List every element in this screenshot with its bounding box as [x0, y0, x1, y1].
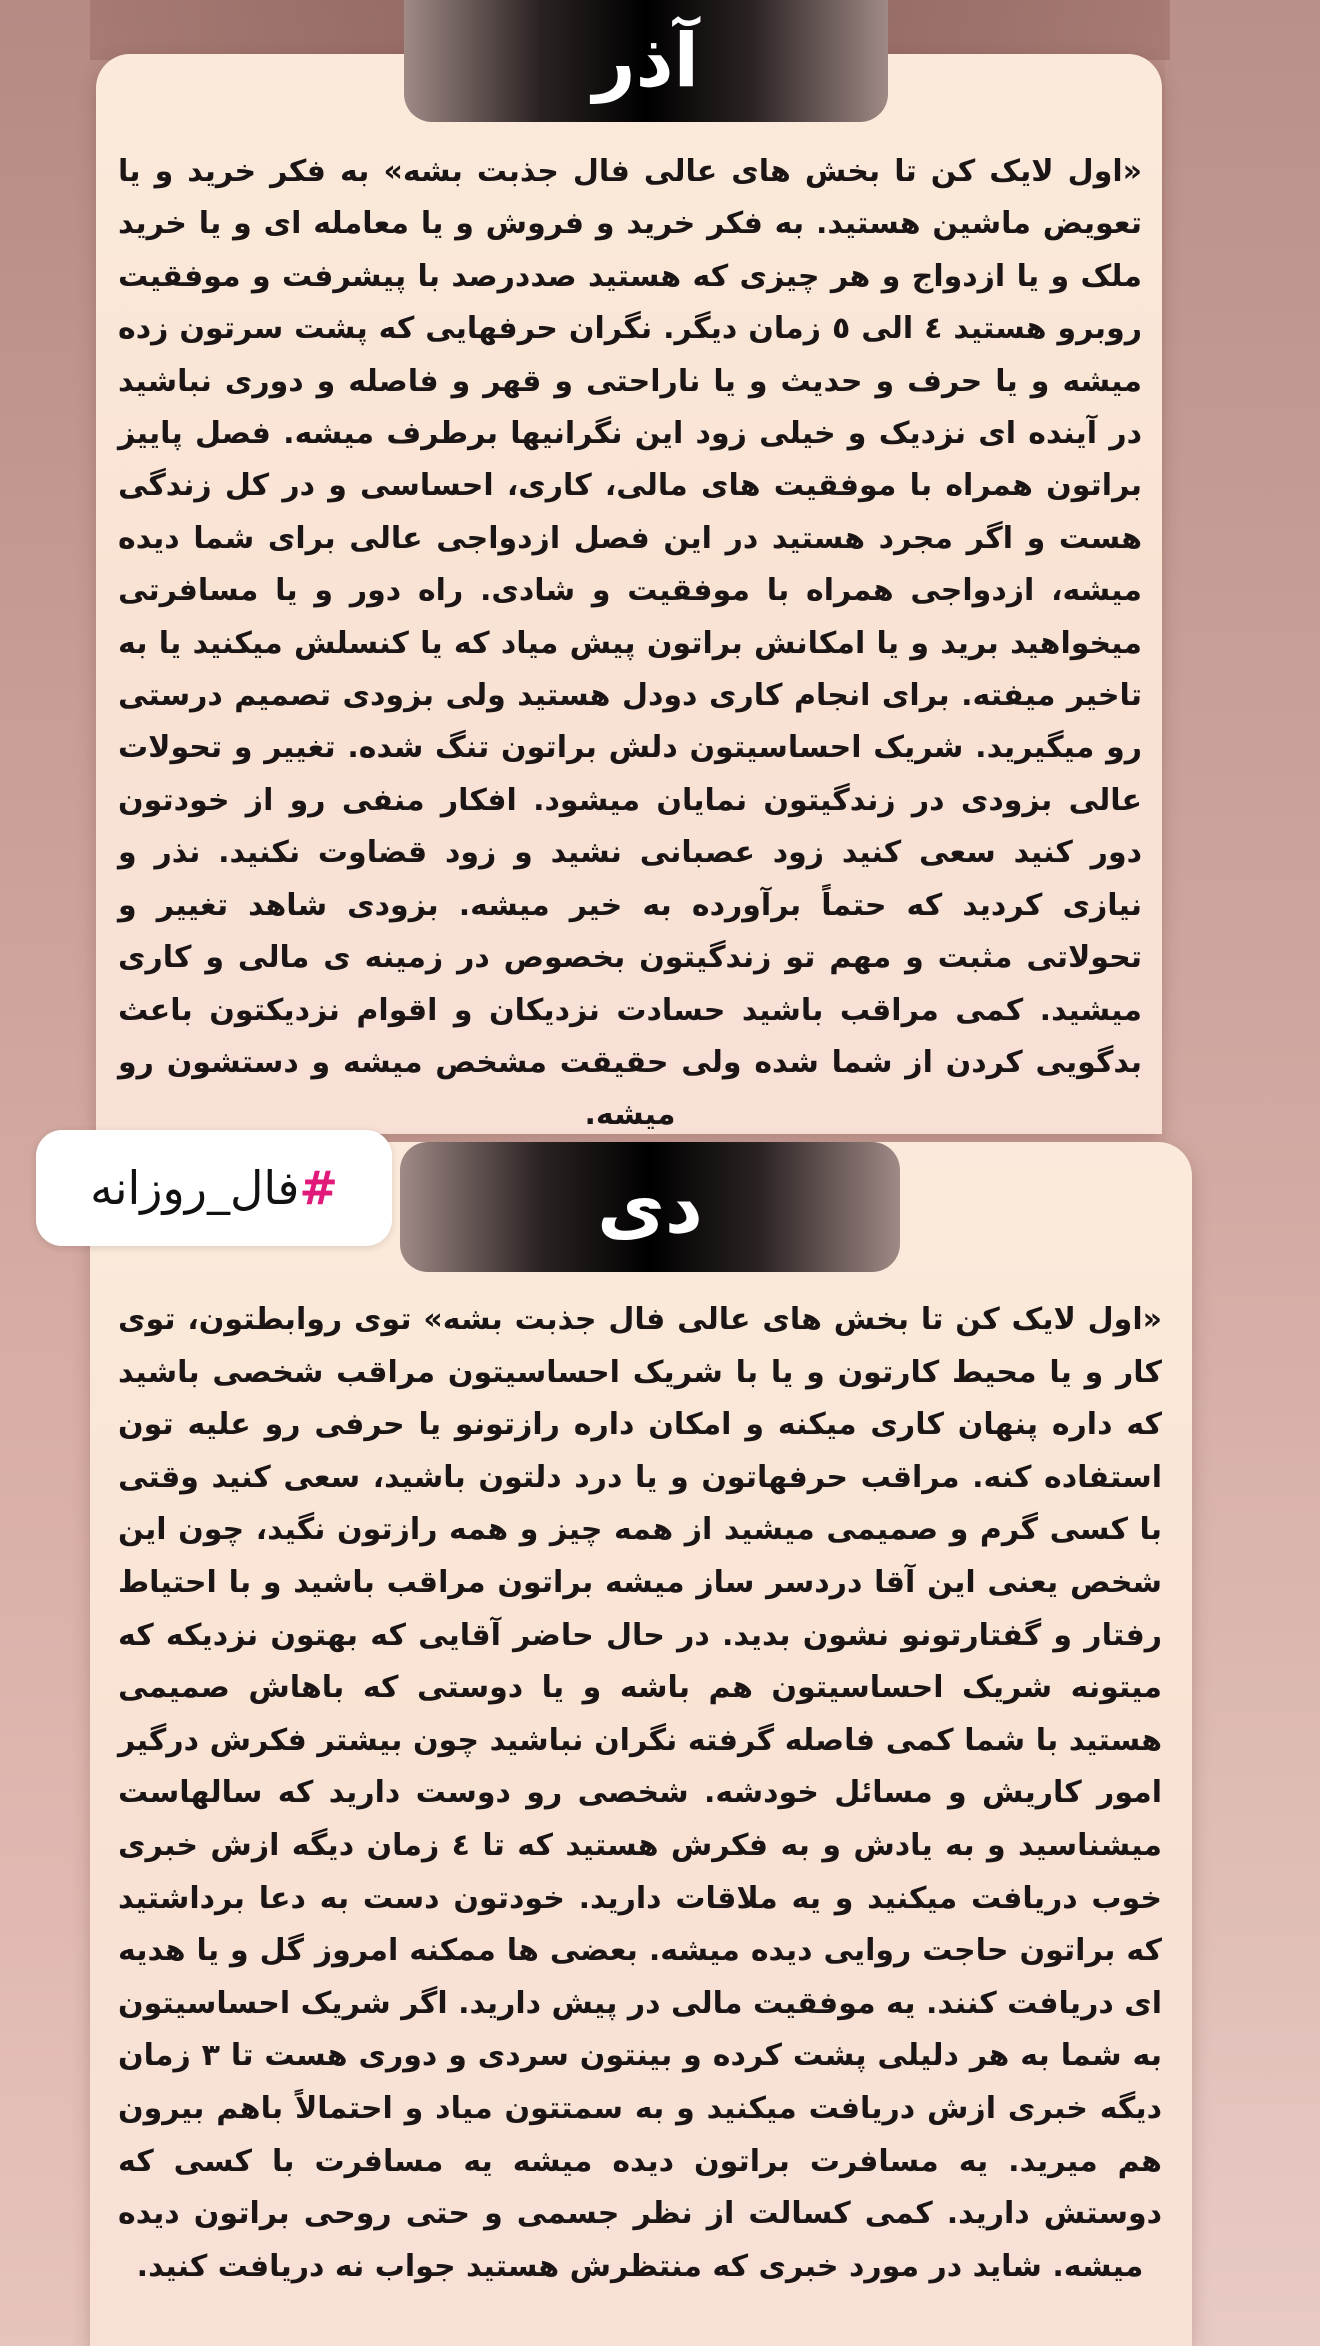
hashtag-text: فال_روزانه [90, 1161, 300, 1215]
azar-horoscope-text: «اول لایک کن تا بخش های عالی فال جذبت بشه» به فکر خرید و یا تعویض ماشین هستید. به فکر خرید و فروش و یا معامله ای و یا خرید ملک و یا ازدواج و هر چیزی که هستید صددرصد با پیشرفت و موفقیت روبرو هستید ٤ الی ٥ زمان دیگر. نگران حرفهایی که پشت سرتون زده میشه و یا حرف و حدیث و یا ناراحتی و قهر و فاصله و دوری نباشید در آینده ای نزدیک و خیلی زود این نگرانیها برطرف میشه. فصل پاییز براتون همراه با موفقیت های مالی، کاری، احساسی و در کل زندگی هست و اگر مجرد هستید در این فصل ازدواجی عالی برای شما دیده میشه، ازدواجی همراه با موفقیت و شادی. راه دور و یا مسافرتی میخواهید برید و یا امکانش براتون پیش میاد که یا کنسلش میکنید یا به تاخیر میفته. برای انجام کاری دودل هستید ولی بزودی تصمیم درستی رو میگیرید. شریک احساسیتون دلش براتون تنگ شده. تغییر و تحولات عالی بزودی در زندگیتون نمایان میشود. افکار منفی رو از خودتون دور کنید سعی کنید زود عصبانی نشید و زود قضاوت نکنید. نذر و نیازی کردید که حتماً برآورده به خیر میشه. بزودی شاهد تغییر و تحولاتی مثبت و مهم تو زندگیتون بخصوص در زمینه ی مالی و کاری میشید. کمی مراقب باشید حسادت نزدیکان و اقوام نزدیکتون باعث بدگویی کردن از شما شده ولی حقیقت مشخص میشه و دستشون رو میشه. [118, 154, 1142, 1133]
hashtag-sticker[interactable] [36, 1130, 392, 1246]
dey-title: دی [400, 1142, 900, 1272]
dey-horoscope-text: «اول لایک کن تا بخش های عالی فال جذبت بشه» توی روابطتون، توی کار و یا محیط کارتون و یا با شریک احساسیتون مراقب شخصی باشید که داره پنهان کاری میکنه و امکان داره رازتونو یا حرفی رو علیه تون استفاده کنه. مراقب حرفهاتون و یا درد دلتون باشید، سعی کنید وقتی با کسی گرم و صمیمی میشید از همه چیز و همه رازتون نگید، چون این شخص یعنی این آقا دردسر ساز میشه براتون مراقب باشید و با احتیاط رفتار و گفتارتونو نشون بدید. در حال حاضر آقایی که بهتون نزدیکه که میتونه شریک احساسیتون هم باشه و یا دوستی که باهاش صمیمی هستید با شما کمی فاصله گرفته نگران نباشید چون بیشتر فکرش درگیر امور کاریش و مسائل خودشه. شخصی رو دوست دارید که سالهاست میشناسید و به یادش و به فکرش هستید که تا ٤ زمان دیگه ازش خبری خوب دریافت میکنید و یه ملاقات دارید. خودتون دست به دعا برداشتید که براتون حاجت روایی دیده میشه. بعضی ها ممکنه امروز گل و یا هدیه ای دریافت کنند. یه موفقیت مالی در پیش دارید. اگر شریک احساسیتون به شما به هر دلیلی پشت کرده و بینتون سردی و دوری هست تا ٣ زمان دیگه خبری ازش دریافت میکنید و به سمتتون میاد و احتمالاً باهم بیرون هم میرید. یه مسافرت براتون دیده میشه یه مسافرت با کسی که دوستش دارید. کمی کسالت از نظر جسمی و حتی روحی براتون دیده میشه. شاید در مورد خبری که منتظرش هستید جواب نه دریافت کنید. [118, 1302, 1162, 2284]
hash-mark: # [299, 1161, 338, 1215]
azar-title: آذر [404, 0, 888, 122]
